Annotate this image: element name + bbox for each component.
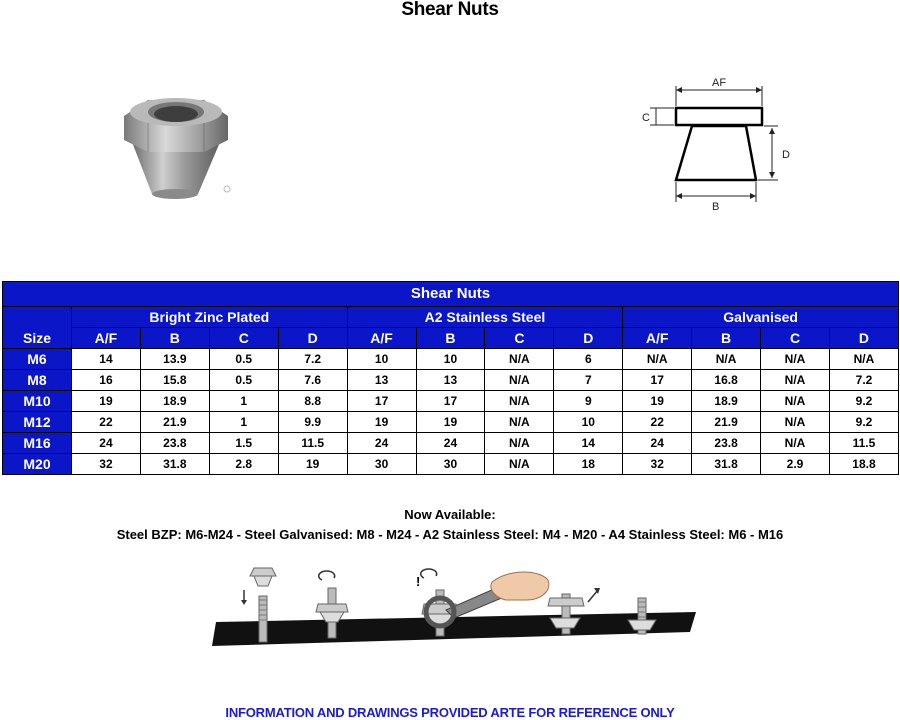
table-cell: 1: [209, 391, 278, 412]
disclaimer-footer: INFORMATION AND DRAWINGS PROVIDED ARTE FOR REFERENCE ONLY: [225, 705, 675, 720]
table-cell: 19: [72, 391, 141, 412]
table-cell: 7.6: [278, 370, 347, 391]
table-cell: 17: [416, 391, 485, 412]
table-cell: 2.8: [209, 454, 278, 475]
table-cell: 7.2: [278, 349, 347, 370]
column-header: D: [278, 328, 347, 349]
table-cell: 8.8: [278, 391, 347, 412]
table-cell: 32: [72, 454, 141, 475]
table-cell: 30: [347, 454, 416, 475]
table-cell: 11.5: [829, 433, 898, 454]
diagram-label-b: B: [712, 201, 720, 213]
table-cell: 16.8: [692, 370, 761, 391]
table-cell: N/A: [761, 412, 830, 433]
size-cell: M12: [3, 412, 72, 433]
table-cell: 9.2: [829, 412, 898, 433]
column-header: C: [209, 328, 278, 349]
table-cell: 1: [209, 412, 278, 433]
table-cell: N/A: [485, 370, 554, 391]
dimension-diagram: [636, 76, 812, 216]
table-cell: N/A: [485, 349, 554, 370]
shear-nut-photo: [112, 90, 242, 205]
table-cell: N/A: [485, 454, 554, 475]
table-cell: 14: [72, 349, 141, 370]
table-cell: 22: [623, 412, 692, 433]
column-header: C: [761, 328, 830, 349]
table-cell: 23.8: [692, 433, 761, 454]
size-cell: M20: [3, 454, 72, 475]
table-cell: 14: [554, 433, 623, 454]
table-cell: 13: [347, 370, 416, 391]
table-row: [3, 349, 899, 370]
table-row: [3, 391, 899, 412]
diagram-label-c: C: [642, 112, 650, 124]
availability-list: Steel BZP: M6-M24 - Steel Galvanised: M8 - M24 - A2 Stainless Steel: M4 - M20 - A4 Stainless Steel: M6 - M16: [116, 527, 784, 542]
table-cell: 23.8: [140, 433, 209, 454]
page-title: Shear Nuts: [401, 0, 499, 20]
column-header: D: [554, 328, 623, 349]
table-cell: 18: [554, 454, 623, 475]
table-cell: 21.9: [692, 412, 761, 433]
table-title: Shear Nuts: [3, 282, 899, 307]
table-cell: 32: [623, 454, 692, 475]
table-cell: 1.5: [209, 433, 278, 454]
availability-heading: Now Available:: [404, 507, 496, 522]
table-cell: 10: [554, 412, 623, 433]
table-cell: 9.9: [278, 412, 347, 433]
size-cell: M10: [3, 391, 72, 412]
group-header-a2-stainless: A2 Stainless Steel: [347, 307, 623, 328]
table-cell: 24: [416, 433, 485, 454]
table-cell: 0.5: [209, 349, 278, 370]
table-cell: 10: [347, 349, 416, 370]
table-cell: 24: [623, 433, 692, 454]
table-row: [3, 433, 899, 454]
table-cell: N/A: [485, 433, 554, 454]
table-row: [3, 454, 899, 475]
column-header: A/F: [623, 328, 692, 349]
table-cell: N/A: [761, 391, 830, 412]
size-cell: M16: [3, 433, 72, 454]
shear-nuts-table: [2, 281, 899, 475]
table-cell: 19: [278, 454, 347, 475]
column-header: B: [692, 328, 761, 349]
table-cell: 24: [347, 433, 416, 454]
size-cell: M6: [3, 349, 72, 370]
group-header-bright-zinc: Bright Zinc Plated: [72, 307, 348, 328]
table-cell: N/A: [829, 349, 898, 370]
table-cell: 30: [416, 454, 485, 475]
column-header: B: [416, 328, 485, 349]
table-cell: 18.8: [829, 454, 898, 475]
table-cell: 16: [72, 370, 141, 391]
diagram-label-af: AF: [712, 77, 727, 89]
table-cell: 7: [554, 370, 623, 391]
svg-text:!: !: [416, 574, 421, 589]
table-cell: 19: [347, 412, 416, 433]
table-cell: 17: [347, 391, 416, 412]
column-header: A/F: [72, 328, 141, 349]
table-cell: 19: [416, 412, 485, 433]
table-cell: N/A: [761, 349, 830, 370]
table-cell: 17: [623, 370, 692, 391]
table-row: [3, 370, 899, 391]
table-cell: 31.8: [140, 454, 209, 475]
column-header: A/F: [347, 328, 416, 349]
table-cell: 24: [72, 433, 141, 454]
table-cell: 31.8: [692, 454, 761, 475]
table-cell: 18.9: [140, 391, 209, 412]
table-cell: 11.5: [278, 433, 347, 454]
installation-illustration: [210, 560, 700, 660]
table-cell: N/A: [485, 412, 554, 433]
table-cell: 0.5: [209, 370, 278, 391]
size-cell: M8: [3, 370, 72, 391]
table-cell: 9.2: [829, 391, 898, 412]
column-header: B: [140, 328, 209, 349]
table-cell: 6: [554, 349, 623, 370]
table-cell: N/A: [692, 349, 761, 370]
table-cell: 10: [416, 349, 485, 370]
table-cell: N/A: [623, 349, 692, 370]
table-row: [3, 412, 899, 433]
column-header: C: [485, 328, 554, 349]
size-header: Size: [3, 307, 72, 349]
table-cell: 21.9: [140, 412, 209, 433]
table-cell: N/A: [761, 433, 830, 454]
table-cell: 2.9: [761, 454, 830, 475]
table-cell: 15.8: [140, 370, 209, 391]
group-header-galvanised: Galvanised: [623, 307, 899, 328]
table-cell: 7.2: [829, 370, 898, 391]
table-cell: 13.9: [140, 349, 209, 370]
table-cell: 13: [416, 370, 485, 391]
table-cell: N/A: [761, 370, 830, 391]
table-cell: 9: [554, 391, 623, 412]
table-cell: N/A: [485, 391, 554, 412]
table-cell: 19: [623, 391, 692, 412]
table-cell: 22: [72, 412, 141, 433]
table-cell: 18.9: [692, 391, 761, 412]
column-header: D: [829, 328, 898, 349]
diagram-label-d: D: [782, 149, 790, 161]
